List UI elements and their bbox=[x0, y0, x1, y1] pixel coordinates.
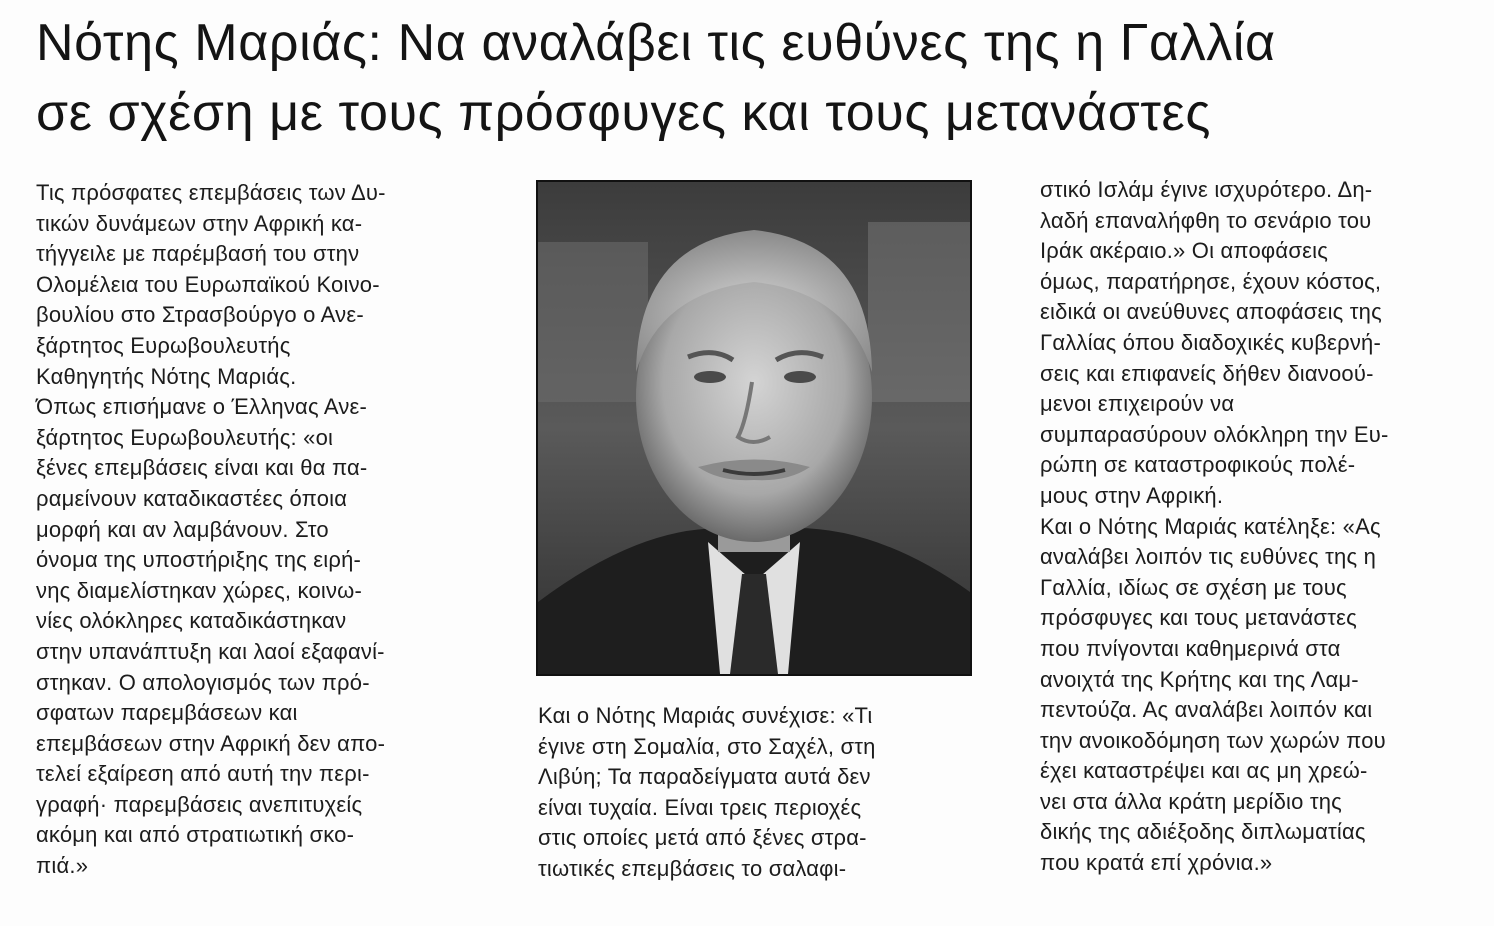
text-line: Τις πρόσφατες επεμβάσεις των Δυ- bbox=[36, 180, 386, 205]
text-line: τελεί εξαίρεση από αυτή την περι- bbox=[36, 761, 370, 787]
text-line: μορφή και αν λαμβάνουν. Στο bbox=[36, 516, 329, 542]
text-line: Ιράκ ακέραιο.» Οι αποφάσεις bbox=[1040, 238, 1328, 264]
text-line: ξάρτητος Ευρωβουλευτής: «οι bbox=[36, 424, 334, 450]
text-line: Λιβύη; Τα παραδείγματα αυτά δεν bbox=[538, 764, 871, 790]
text-line: μενοι επιχειρούν να bbox=[1040, 391, 1235, 417]
text-line: την ανοικοδόμηση των χωρών που bbox=[1040, 727, 1386, 753]
headline-line: σε σχέση με τους πρόσφυγες και τους μετανάστες bbox=[36, 84, 1211, 142]
text-line: βουλίου στο Στρασβούργο ο Ανε- bbox=[36, 302, 364, 328]
headline-line: Νότης Μαριάς: Να αναλάβει τις ευθύνες της η Γαλλία bbox=[36, 14, 1276, 72]
text-line: σεις και επιφανείς δήθεν διανοού- bbox=[1040, 360, 1374, 386]
text-line: ανοιχτά της Κρήτης και της Λαμ- bbox=[1040, 666, 1359, 692]
text-line: όνομα της υποστήριξης της ειρή- bbox=[36, 547, 362, 573]
text-line: όμως, παρατήρησε, έχουν κόστος, bbox=[1040, 268, 1382, 294]
article-headline bbox=[36, 8, 1476, 148]
text-line: Και ο Νότης Μαριάς κατέληξε: «Ας bbox=[1040, 513, 1381, 539]
text-line: νίες ολόκληρες καταδικάστηκαν bbox=[36, 608, 347, 634]
text-line: σφατων παρεμβάσεων και bbox=[36, 700, 298, 726]
text-line: Γαλλία, ιδίως σε σχέση με τους bbox=[1040, 574, 1347, 600]
text-line: που κρατά επί χρόνια.» bbox=[1040, 850, 1273, 876]
text-line: είναι τυχαία. Είναι τρεις περιοχές bbox=[538, 794, 862, 820]
text-line: ειδικά οι ανεύθυνες αποφάσεις της bbox=[1040, 299, 1382, 325]
portrait-photo bbox=[536, 180, 972, 676]
text-line: Καθηγητής Νότης Μαριάς. bbox=[36, 363, 297, 389]
text-line: πιά.» bbox=[36, 853, 89, 879]
text-line: πρόσφυγες και τους μετανάστες bbox=[1040, 605, 1357, 631]
text-line: τιωτικές επεμβάσεις το σαλαφι- bbox=[538, 855, 847, 881]
text-line: Όπως επισήμανε ο Έλληνας Ανε- bbox=[36, 394, 368, 420]
text-line: έγινε στη Σομαλία, στο Σαχέλ, στη bbox=[538, 733, 876, 759]
text-line: έχει καταστρέψει και ας μη χρεώ- bbox=[1040, 758, 1368, 784]
text-line: στικό Ισλάμ έγινε ισχυρότερο. Δη- bbox=[1040, 177, 1373, 202]
text-line: μους στην Αφρική. bbox=[1040, 482, 1224, 508]
text-line: στηκαν. Ο απολογισμός των πρό- bbox=[36, 669, 370, 695]
text-line: που πνίγονται καθημερινά στα bbox=[1040, 635, 1341, 661]
text-line: συμπαρασύρουν ολόκληρη την Ευ- bbox=[1040, 421, 1389, 447]
text-line: νει στα άλλα κράτη μερίδιο της bbox=[1040, 788, 1342, 814]
text-line: γραφή· παρεμβάσεις ανεπιτυχείς bbox=[36, 791, 363, 817]
text-line: νης διαμελίστηκαν χώρες, κοινω- bbox=[36, 577, 363, 603]
text-line: επεμβάσεων στην Αφρική δεν απο- bbox=[36, 730, 386, 756]
portrait-image bbox=[538, 182, 970, 674]
article-column-right bbox=[1040, 175, 1485, 879]
text-line: Ολομέλεια του Ευρωπαϊκού Κοινο- bbox=[36, 271, 380, 297]
text-line: Και ο Νότης Μαριάς συνέχισε: «Τι bbox=[538, 703, 873, 728]
text-line: ξένες επεμβάσεις είναι και θα πα- bbox=[36, 455, 368, 481]
text-line: ραμείνουν καταδικαστέες όποια bbox=[36, 485, 348, 511]
text-line: ακόμη και από στρατιωτική σκο- bbox=[36, 822, 355, 848]
text-line: πεντούζα. Ας αναλάβει λοιπόν και bbox=[1040, 697, 1373, 723]
text-line: αναλάβει λοιπόν τις ευθύνες της η bbox=[1040, 544, 1376, 570]
text-line: ξάρτητος Ευρωβουλευτής bbox=[36, 332, 291, 358]
text-line: Γαλλίας όπου διαδοχικές κυβερνή- bbox=[1040, 329, 1381, 355]
text-line: δικής της αδιέξοδης διπλωματίας bbox=[1040, 819, 1366, 845]
text-line: ρώπη σε καταστροφικούς πολέ- bbox=[1040, 452, 1356, 478]
text-line: τήγγειλε με παρέμβασή του στην bbox=[36, 241, 360, 267]
text-line: λαδή επαναλήφθη το σενάριο του bbox=[1040, 207, 1372, 233]
article-column-middle bbox=[538, 701, 978, 885]
text-line: τικών δυνάμεων στην Αφρική κα- bbox=[36, 210, 363, 236]
text-line: στην υπανάπτυξη και λαοί εξαφανί- bbox=[36, 638, 385, 664]
article-column-left bbox=[36, 178, 476, 882]
text-line: στις οποίες μετά από ξένες στρα- bbox=[538, 825, 867, 851]
